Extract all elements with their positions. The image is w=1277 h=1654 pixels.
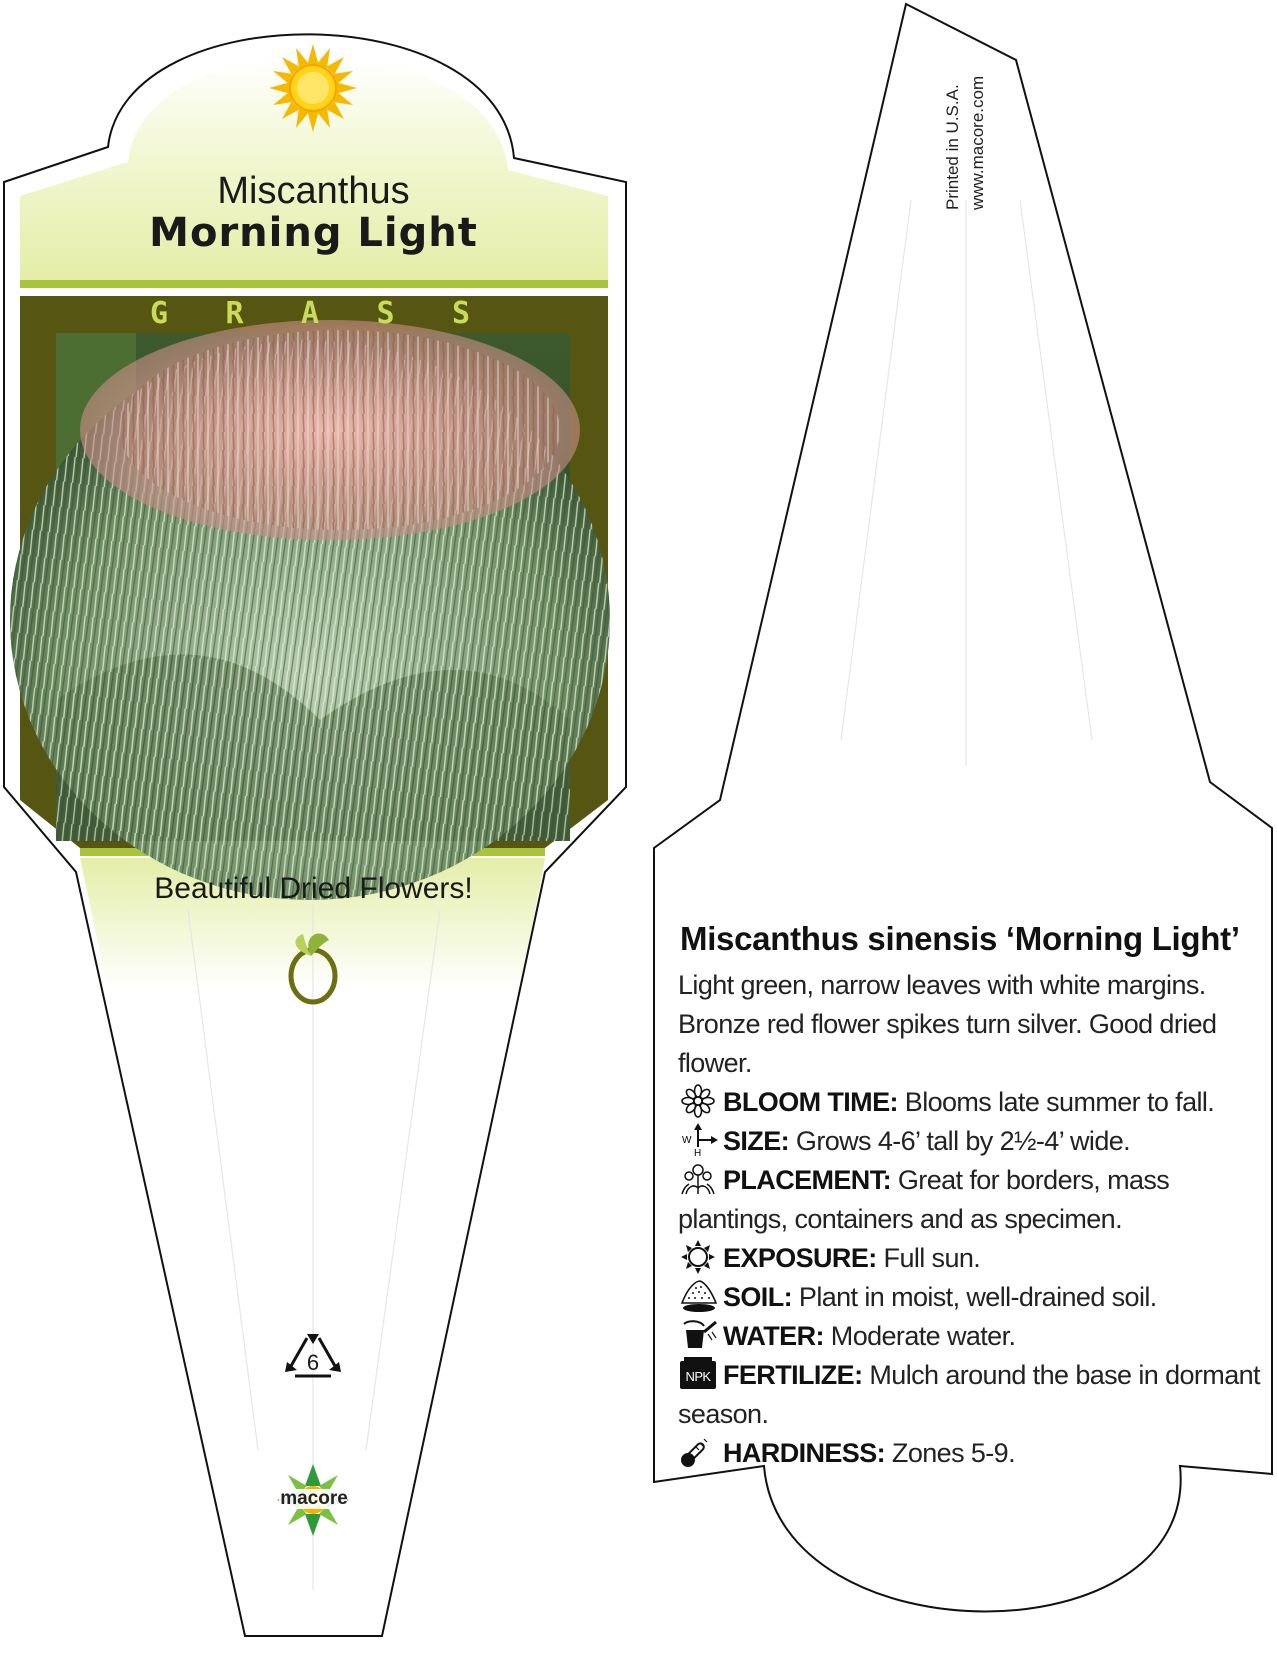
svg-text:W: W	[682, 1135, 691, 1146]
attribute-text: Great for borders, mass plantings, containers and as specimen.	[678, 1165, 1170, 1234]
scientific-name: Miscanthus sinensis ‘Morning Light’	[680, 920, 1240, 957]
attribute-label: SOIL:	[723, 1282, 792, 1312]
category-letter: G	[150, 296, 169, 331]
attribute-text: Blooms late summer to fall.	[904, 1087, 1215, 1117]
tagline: Beautiful Dried Flowers!	[154, 872, 473, 905]
cultivar-title: Morning Light	[149, 210, 478, 256]
description: Light green, narrow leaves with white margins. Bronze red flower spikes turn silver. Good dried flower.	[678, 970, 1217, 1078]
website-text: www.macore.com	[968, 75, 987, 210]
size-arrows-icon	[678, 1123, 718, 1157]
sun-icon	[269, 44, 357, 132]
attribute-text: Zones 5-9.	[891, 1438, 1015, 1468]
attribute-row	[678, 1317, 1268, 1356]
attribute-label: SIZE:	[723, 1126, 790, 1156]
sun-outline-icon	[678, 1240, 718, 1274]
category-letter: R	[225, 296, 244, 331]
attribute-row	[678, 1161, 1268, 1239]
placement-plants-icon	[678, 1162, 718, 1196]
care-info	[678, 966, 1268, 1473]
flower-icon	[678, 1084, 718, 1118]
svg-text:H: H	[694, 1148, 701, 1157]
attribute-text: Mulch around the base in dormant season.	[678, 1360, 1260, 1429]
printed-in-text: Printed in U.S.A.	[943, 84, 962, 210]
svg-text:NPK: NPK	[685, 1369, 711, 1384]
brand-name: macore	[280, 1488, 348, 1509]
attribute-row	[678, 1356, 1268, 1434]
attribute-row	[678, 1239, 1268, 1278]
attribute-label: HARDINESS:	[723, 1438, 886, 1468]
attribute-text: Full sun.	[883, 1243, 981, 1273]
attribute-label: BLOOM TIME:	[723, 1087, 898, 1117]
thermometer-icon	[678, 1435, 718, 1469]
attribute-label: EXPOSURE:	[723, 1243, 877, 1273]
attribute-row	[678, 1083, 1268, 1122]
attribute-label: WATER:	[723, 1321, 824, 1351]
attribute-text: Grows 4-6’ tall by 2½-4’ wide.	[795, 1126, 1131, 1156]
plant-photo	[10, 320, 610, 900]
attribute-text: Moderate water.	[830, 1321, 1016, 1351]
recycle-code: 6	[306, 1350, 320, 1375]
category-letter: A	[300, 296, 320, 331]
attribute-row	[678, 1434, 1268, 1473]
attribute-row	[678, 1122, 1268, 1161]
attribute-label: FERTILIZE:	[723, 1360, 863, 1390]
attribute-label: PLACEMENT:	[723, 1165, 891, 1195]
attribute-row	[678, 1278, 1268, 1317]
npk-bag-icon	[678, 1357, 718, 1391]
category-letter: S	[376, 296, 395, 331]
watering-can-icon	[678, 1318, 718, 1352]
category-letter: S	[451, 296, 470, 331]
category-label	[150, 296, 470, 331]
soil-pile-icon	[678, 1279, 718, 1313]
genus-title: Miscanthus	[217, 170, 410, 212]
attribute-text: Plant in moist, well-drained soil.	[798, 1282, 1157, 1312]
